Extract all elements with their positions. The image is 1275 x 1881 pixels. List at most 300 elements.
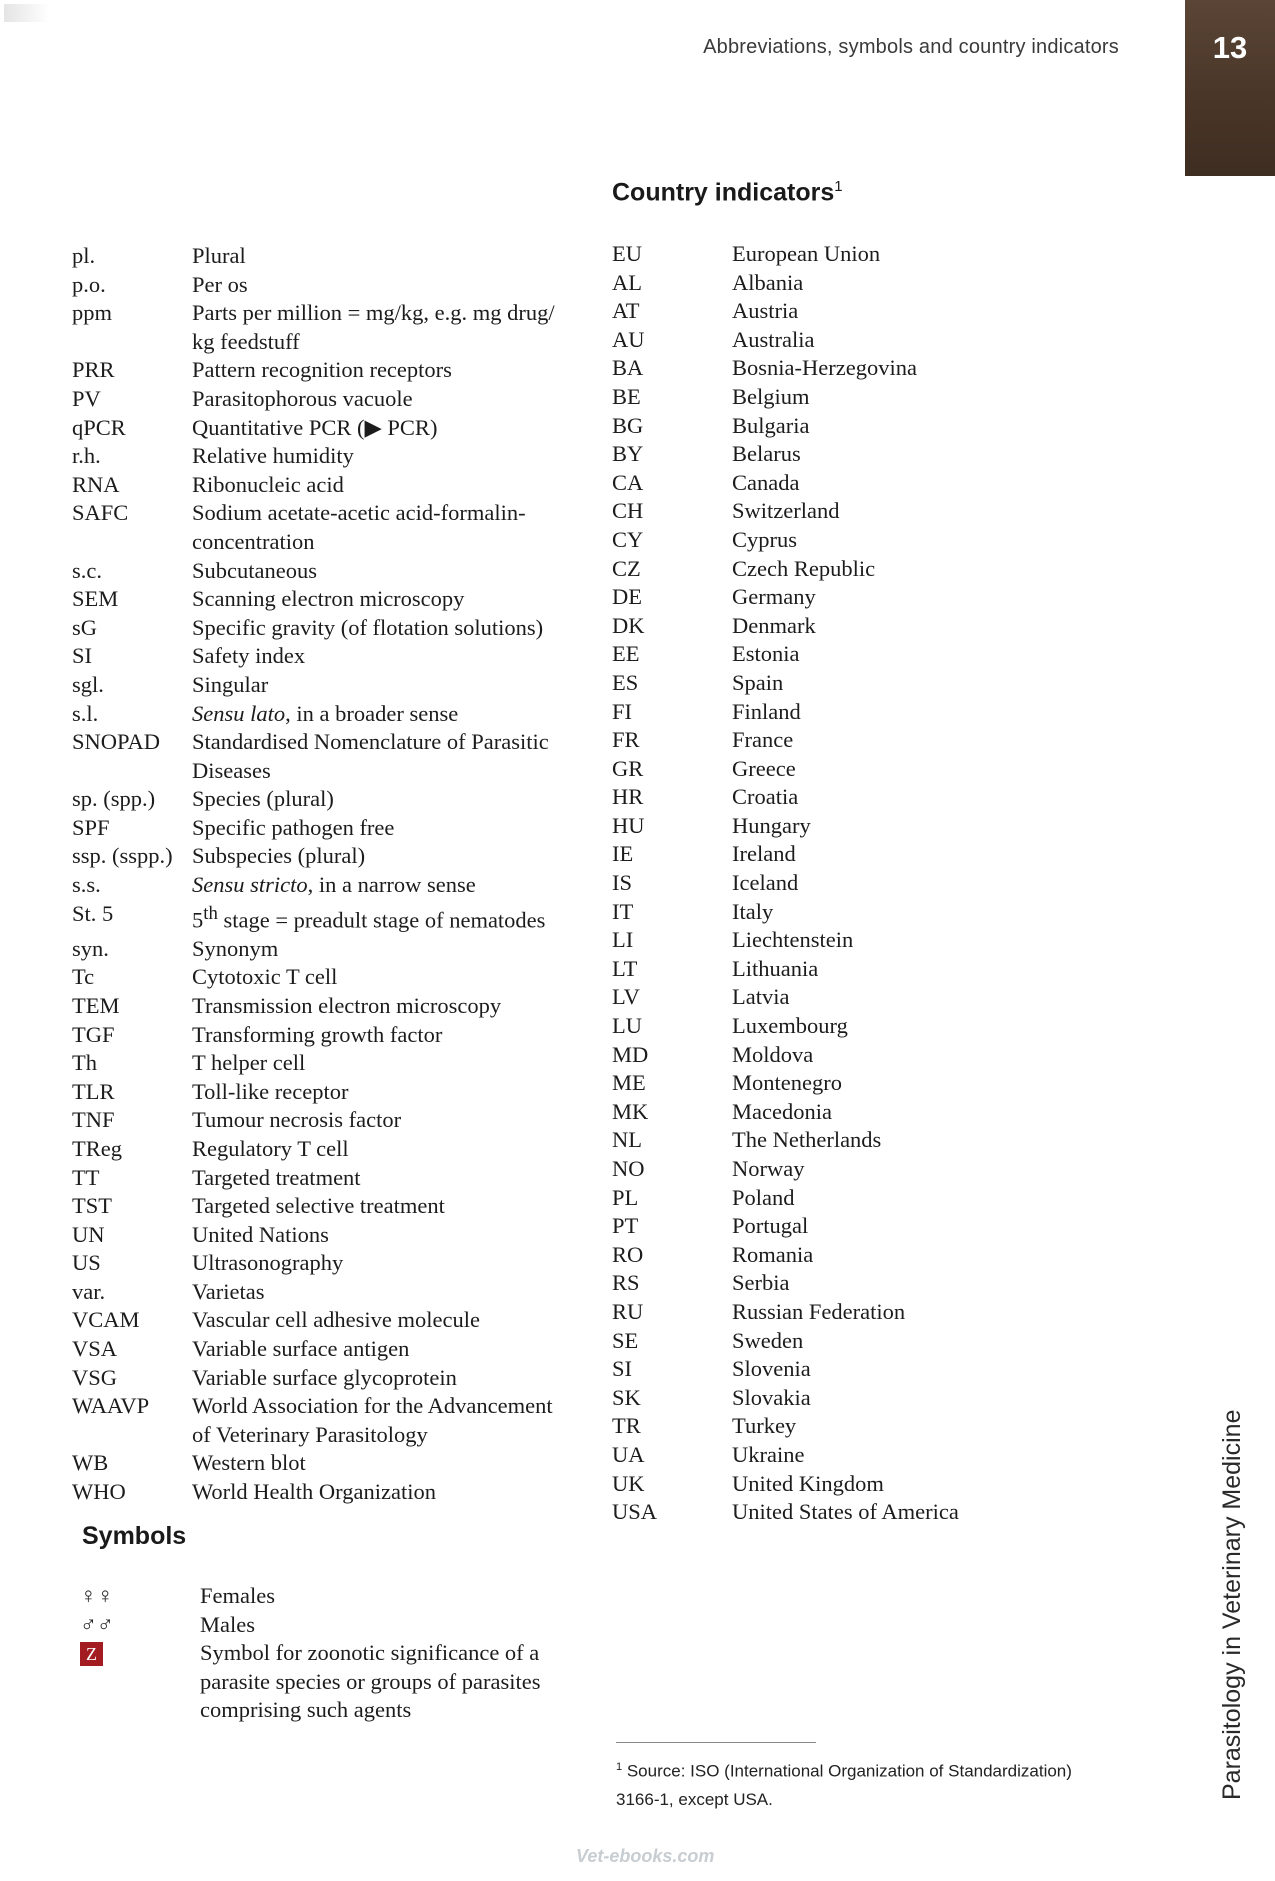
definition <box>192 785 592 814</box>
abbreviation-term: LU <box>612 1013 642 1039</box>
definition-text: Pattern recognition receptors <box>192 357 452 383</box>
definition-text: Romania <box>732 1241 814 1267</box>
country-row <box>612 1412 992 1441</box>
abbreviation-term: pl. <box>72 243 96 268</box>
definition-text: , in a broader sense <box>285 700 459 726</box>
definition <box>192 414 592 443</box>
definition <box>192 1335 592 1364</box>
abbreviation-term: Th <box>72 1050 97 1076</box>
abbreviation-term: WAAVP <box>72 1393 150 1419</box>
definition-text: Quantitative PCR (▶ PCR) <box>192 414 438 440</box>
abbreviation-row <box>72 728 592 785</box>
definition <box>192 671 592 700</box>
definition-text: Specific gravity (of flotation solutions) <box>192 614 544 640</box>
country-row <box>612 612 992 641</box>
definition <box>732 269 992 298</box>
definition <box>732 297 992 326</box>
definition <box>192 1049 592 1078</box>
definition-text: Albania <box>732 269 804 295</box>
definition-text: Denmark <box>732 612 816 638</box>
definition <box>732 869 992 898</box>
abbreviation-term: RS <box>612 1270 640 1296</box>
footnote-line-2: 3166-1, except USA. <box>616 1789 773 1809</box>
abbreviation-row <box>72 642 592 671</box>
abbreviation-term: TST <box>72 1193 113 1219</box>
definition <box>192 585 592 614</box>
definition <box>732 698 992 727</box>
definition <box>732 555 992 584</box>
abbreviation-term: s.s. <box>72 872 101 898</box>
definition <box>732 783 992 812</box>
definition-latin-term: Sensu stricto <box>192 872 308 898</box>
abbreviation-term: US <box>72 1250 101 1276</box>
abbreviation-term: BA <box>612 355 644 381</box>
watermark-logo: Vet-ebooks.com <box>576 1846 715 1866</box>
definition-text: Tumour necrosis factor <box>192 1107 402 1133</box>
definition <box>192 471 592 500</box>
definition-text: World Health Organization <box>192 1479 436 1505</box>
abbreviation-row <box>72 935 592 964</box>
definition-text: Lithuania <box>732 955 819 981</box>
definition-text: Parasitophorous vacuole <box>192 385 413 411</box>
definition-text: Subcutaneous <box>192 557 317 583</box>
definition-text: Synonym <box>192 935 279 961</box>
definition-text: Croatia <box>732 784 799 810</box>
abbreviation-term: ssp. (sspp.) <box>72 843 173 869</box>
country-row <box>612 555 992 584</box>
country-row <box>612 869 992 898</box>
definition-continuation: of Veterinary Parasitology <box>192 1421 428 1447</box>
definition <box>192 1364 592 1393</box>
abbreviation-row <box>72 900 592 935</box>
definition-text: Varietas <box>192 1278 265 1304</box>
abbreviation-term: var. <box>72 1278 106 1304</box>
definition <box>192 385 592 414</box>
symbol-list <box>80 1582 600 1725</box>
page-number-tab: 13 <box>1185 0 1275 176</box>
definition-text: Scanning electron microscopy <box>192 586 465 612</box>
abbreviation-term: LI <box>612 927 634 953</box>
definition <box>732 526 992 555</box>
abbreviation-term: GR <box>612 755 644 781</box>
country-row <box>612 1269 992 1298</box>
abbreviation-term: SI <box>612 1356 633 1382</box>
abbreviation-term: SAFC <box>72 500 129 526</box>
abbreviation-row <box>72 700 592 729</box>
abbreviation-term: St. 5 <box>72 900 114 926</box>
definition <box>732 1184 992 1213</box>
abbreviation-term: DE <box>612 584 642 610</box>
abbreviation-term: PT <box>612 1213 639 1239</box>
definition-text: Sweden <box>732 1327 804 1353</box>
country-row <box>612 783 992 812</box>
definition-text: Belarus <box>732 441 801 467</box>
abbreviation-term: s.l. <box>72 700 99 726</box>
abbreviation-term: IT <box>612 898 634 924</box>
definition <box>192 1021 592 1050</box>
abbreviation-term: RNA <box>72 471 120 497</box>
definition <box>192 935 592 964</box>
abbreviation-row <box>72 963 592 992</box>
definition-text: Parts per million = mg/kg, e.g. mg drug/ <box>192 300 555 326</box>
definition-text: Turkey <box>732 1413 797 1439</box>
definition-text: Per os <box>192 271 248 297</box>
definition-text: Norway <box>732 1156 805 1181</box>
abbreviation-row <box>72 1392 592 1449</box>
abbreviation-term: sG <box>72 614 98 640</box>
abbreviation-row <box>72 271 592 300</box>
country-row <box>612 1241 992 1270</box>
definition <box>732 469 992 498</box>
definition-text: Liechtenstein <box>732 927 854 953</box>
definition-text: World Association for the Advancement <box>192 1393 553 1419</box>
definition-text: Germany <box>732 584 816 610</box>
definition-text: Montenegro <box>732 1070 842 1096</box>
definition-text: Serbia <box>732 1270 790 1296</box>
definition-text: Ultrasonography <box>192 1250 344 1276</box>
definition <box>732 1498 992 1527</box>
abbreviation-row <box>72 1192 592 1221</box>
country-row <box>612 297 992 326</box>
definition <box>732 1126 992 1155</box>
definition <box>732 1298 992 1327</box>
abbreviation-term: AU <box>612 326 645 352</box>
abbreviation-row <box>72 671 592 700</box>
footnote <box>616 1753 1136 1814</box>
abbreviation-term: WHO <box>72 1479 126 1505</box>
abbreviation-row <box>72 471 592 500</box>
country-row <box>612 412 992 441</box>
abbreviation-row <box>72 1221 592 1250</box>
country-row <box>612 383 992 412</box>
abbreviation-term: SI <box>72 643 93 669</box>
definition-ordinal: 5 <box>192 907 204 933</box>
definition-text: Latvia <box>732 984 790 1010</box>
abbreviation-term: HR <box>612 784 644 810</box>
country-row <box>612 469 992 498</box>
abbreviation-term: HU <box>612 812 645 838</box>
abbreviation-row <box>72 1021 592 1050</box>
definition <box>192 900 592 935</box>
footnote-line-1: Source: ISO (International Organization of Standardization) <box>622 1761 1072 1781</box>
definition <box>192 1449 592 1478</box>
definition <box>200 1639 600 1725</box>
vertical-book-title: Parasitology in Veterinary Medicine <box>1218 1409 1246 1800</box>
abbreviation-row <box>72 442 592 471</box>
definition-text: Toll-like receptor <box>192 1078 349 1104</box>
definition <box>732 326 992 355</box>
country-row <box>612 354 992 383</box>
abbreviation-term: TT <box>72 1164 100 1190</box>
country-row <box>612 269 992 298</box>
abbreviation-term: sp. (spp.) <box>72 786 156 812</box>
abbreviation-term: USA <box>612 1499 658 1525</box>
definition <box>732 583 992 612</box>
abbreviation-row <box>72 785 592 814</box>
definition-ordinal-suffix: th <box>203 902 218 924</box>
abbreviation-row <box>72 557 592 586</box>
abbreviation-term: s.c. <box>72 557 102 583</box>
definition-text: Poland <box>732 1184 795 1210</box>
definition <box>732 840 992 869</box>
definition-text: Variable surface glycoprotein <box>192 1364 457 1390</box>
definition-text: T helper cell <box>192 1050 306 1076</box>
definition <box>732 1241 992 1270</box>
abbreviation-row <box>72 1164 592 1193</box>
abbreviation-term: TGF <box>72 1021 115 1047</box>
country-row <box>612 440 992 469</box>
country-row <box>612 1355 992 1384</box>
abbreviation-term: FR <box>612 727 640 753</box>
country-row <box>612 240 992 269</box>
abbreviation-term: ppm <box>72 300 113 326</box>
definition <box>192 814 592 843</box>
abbreviation-row <box>72 1449 592 1478</box>
abbreviation-term: BG <box>612 412 644 438</box>
abbreviation-term: p.o. <box>72 271 106 297</box>
definition <box>732 726 992 755</box>
definition <box>732 354 992 383</box>
country-row <box>612 840 992 869</box>
abbreviation-term: SK <box>612 1384 641 1410</box>
country-row <box>612 1041 992 1070</box>
definition-text: Transmission electron microscopy <box>192 992 502 1018</box>
definition <box>732 1041 992 1070</box>
definition-text: Bulgaria <box>732 412 810 438</box>
definition <box>732 955 992 984</box>
definition <box>192 642 592 671</box>
country-row <box>612 640 992 669</box>
country-row <box>612 755 992 784</box>
definition-text: Belgium <box>732 383 810 409</box>
abbreviation-term: EU <box>612 241 642 266</box>
country-row <box>612 1069 992 1098</box>
definition-text: Sodium acetate-acetic acid-formalin- <box>192 500 526 526</box>
country-row <box>612 698 992 727</box>
definition-text: Bosnia-Herzegovina <box>732 355 917 381</box>
abbreviation-term: CA <box>612 469 644 495</box>
abbreviation-term: SPF <box>72 814 110 840</box>
definition-text: Safety index <box>192 643 306 669</box>
definition-text: Symbol for zoonotic significance of a <box>200 1640 540 1666</box>
definition <box>732 497 992 526</box>
symbol-row <box>80 1582 600 1611</box>
definition-text: , in a narrow sense <box>307 872 476 898</box>
definition <box>192 271 592 300</box>
country-row <box>612 1155 992 1184</box>
definition-text: Ribonucleic acid <box>192 471 344 497</box>
definition-text: Iceland <box>732 870 799 896</box>
abbreviation-term: UA <box>612 1441 645 1467</box>
definition-text: Finland <box>732 698 801 724</box>
abbreviation-row <box>72 842 592 871</box>
running-header: Abbreviations, symbols and country indicators <box>703 36 1119 58</box>
country-row <box>612 1012 992 1041</box>
abbreviation-term <box>80 1582 200 1611</box>
abbreviation-term: SE <box>612 1327 639 1353</box>
definition-text: Italy <box>732 898 774 924</box>
abbreviation-term: MK <box>612 1098 649 1124</box>
abbreviation-term: PRR <box>72 357 115 383</box>
definition <box>732 755 992 784</box>
definition <box>192 871 592 900</box>
abbreviation-term: r.h. <box>72 443 101 469</box>
definition-text: Species (plural) <box>192 786 334 812</box>
country-row <box>612 726 992 755</box>
definition <box>732 1384 992 1413</box>
definition <box>732 383 992 412</box>
abbreviation-row <box>72 1049 592 1078</box>
country-row <box>612 669 992 698</box>
definition <box>732 983 992 1012</box>
definition-text: Switzerland <box>732 498 840 524</box>
definition <box>732 1355 992 1384</box>
abbreviation-term: EE <box>612 641 640 667</box>
definition-text: Regulatory T cell <box>192 1135 349 1161</box>
abbreviation-term: ME <box>612 1070 646 1096</box>
definition-text: Ukraine <box>732 1441 805 1467</box>
abbreviation-term: CY <box>612 526 644 552</box>
abbreviation-row <box>72 1335 592 1364</box>
definition <box>192 1164 592 1193</box>
country-row <box>612 583 992 612</box>
abbreviation-row <box>72 242 592 271</box>
abbreviation-term: CH <box>612 498 644 524</box>
symbol-row <box>80 1611 600 1640</box>
abbreviation-row <box>72 1078 592 1107</box>
abbreviation-term: NL <box>612 1127 642 1153</box>
definition <box>192 1192 592 1221</box>
country-indicator-list <box>612 240 992 1527</box>
country-row <box>612 1498 992 1527</box>
definition-continuation: parasite species or groups of parasites <box>200 1668 541 1694</box>
definition <box>200 1582 600 1611</box>
definition <box>732 412 992 441</box>
definition <box>732 1069 992 1098</box>
abbreviation-term: TLR <box>72 1078 115 1104</box>
definition-text: Czech Republic <box>732 555 876 581</box>
abbreviation-row <box>72 1364 592 1393</box>
definition <box>192 1478 592 1507</box>
definition-text: United Nations <box>192 1221 329 1247</box>
definition-text: Singular <box>192 671 269 697</box>
definition-text: Males <box>200 1611 255 1637</box>
definition <box>732 1441 992 1470</box>
definition <box>192 242 592 271</box>
definition-text: European Union <box>732 241 881 266</box>
abbreviation-term: IE <box>612 841 634 867</box>
abbreviation-row <box>72 1306 592 1335</box>
definition-text: Targeted treatment <box>192 1164 361 1190</box>
abbreviation-term: sgl. <box>72 671 104 697</box>
definition-continuation: kg feedstuff <box>192 328 300 354</box>
abbreviation-term: AT <box>612 298 640 324</box>
definition <box>192 700 592 729</box>
country-row <box>612 1212 992 1241</box>
country-row <box>612 898 992 927</box>
female-symbol-icon: ♀♀ <box>80 1583 114 1608</box>
definition <box>192 356 592 385</box>
abbreviation-term: BE <box>612 383 641 409</box>
male-symbol-icon: ♂♂ <box>80 1611 114 1637</box>
country-row <box>612 926 992 955</box>
definition <box>192 557 592 586</box>
definition <box>192 1221 592 1250</box>
definition-text: Russian Federation <box>732 1298 906 1324</box>
definition <box>192 299 592 356</box>
abbreviation-row <box>72 614 592 643</box>
abbreviation-term: TEM <box>72 992 120 1018</box>
definition-text: Standardised Nomenclature of Parasitic <box>192 729 549 755</box>
definition-text: Variable surface antigen <box>192 1336 410 1362</box>
definition-text: Cytotoxic T cell <box>192 964 338 990</box>
definition-text: Subspecies (plural) <box>192 843 366 869</box>
country-row <box>612 1098 992 1127</box>
definition-text: Australia <box>732 326 815 352</box>
abbreviation-row <box>72 585 592 614</box>
country-row <box>612 983 992 1012</box>
abbreviation-row <box>72 385 592 414</box>
definition-text: Portugal <box>732 1213 809 1239</box>
definition-text: Slovakia <box>732 1384 811 1410</box>
definition-text: United States of America <box>732 1499 959 1525</box>
definition-text: stage = preadult stage of nematodes <box>217 907 546 933</box>
definition-text: Austria <box>732 298 799 324</box>
definition <box>192 1135 592 1164</box>
scan-artifact <box>4 4 50 22</box>
country-row <box>612 1298 992 1327</box>
abbreviation-term: ES <box>612 669 639 695</box>
definition <box>732 1327 992 1356</box>
footnote-rule <box>616 1742 816 1743</box>
definition <box>200 1611 600 1640</box>
definition-text: Plural <box>192 243 246 268</box>
abbreviation-term: TNF <box>72 1107 115 1133</box>
abbreviation-term: WB <box>72 1450 109 1476</box>
definition <box>732 440 992 469</box>
definition-text: Spain <box>732 669 784 695</box>
definition <box>192 842 592 871</box>
abbreviation-row <box>72 1278 592 1307</box>
abbreviation-term: UK <box>612 1470 645 1496</box>
definition <box>732 898 992 927</box>
definition <box>732 812 992 841</box>
definition <box>192 1249 592 1278</box>
definition-latin-term: Sensu lato <box>192 700 286 726</box>
abbreviation-row <box>72 414 592 443</box>
abbreviation-term: RU <box>612 1298 644 1324</box>
country-row <box>612 1126 992 1155</box>
abbreviation-row <box>72 499 592 556</box>
definition-text: Slovenia <box>732 1356 811 1382</box>
abbreviation-term: TR <box>612 1413 641 1439</box>
definition <box>732 1269 992 1298</box>
definition-text: Transforming growth factor <box>192 1021 443 1047</box>
symbol-row <box>80 1639 600 1725</box>
definition <box>732 1212 992 1241</box>
definition-text: Moldova <box>732 1041 814 1067</box>
definition-text: Specific pathogen free <box>192 814 395 840</box>
definition-text: Luxembourg <box>732 1013 848 1039</box>
abbreviation-term: AL <box>612 269 642 295</box>
country-row <box>612 526 992 555</box>
abbreviation-term: syn. <box>72 935 109 961</box>
definition <box>192 1278 592 1307</box>
abbreviation-term: Tc <box>72 964 95 990</box>
abbreviation-term: LT <box>612 955 638 981</box>
country-row <box>612 1441 992 1470</box>
abbreviation-term: UN <box>72 1221 105 1247</box>
